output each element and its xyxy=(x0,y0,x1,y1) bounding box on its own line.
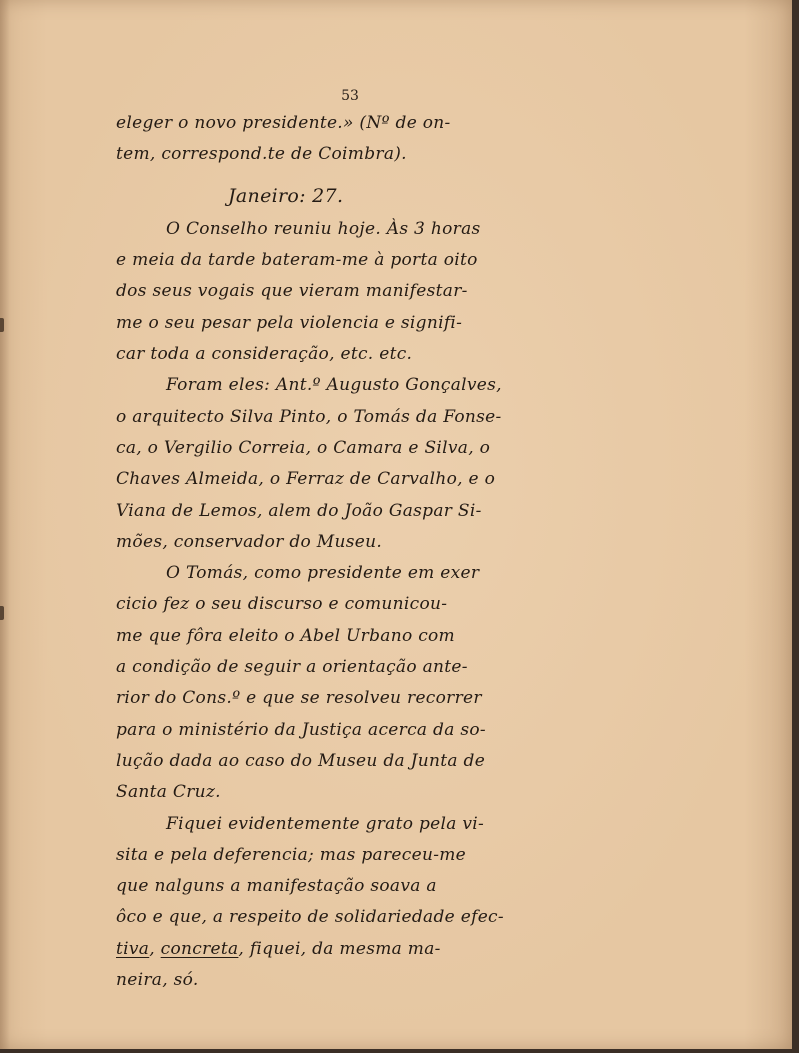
text-line: sita e pela deferencia; mas pareceu-me xyxy=(116,844,467,865)
text-line: car toda a consideração, etc. etc. xyxy=(116,344,413,365)
text-line: que nalguns a manifestação soava a xyxy=(116,876,437,897)
text-line: o arquitecto Silva Pinto, o Tomás da Fonse- xyxy=(116,406,502,427)
text-line: lução dada ao caso do Museu da Junta de xyxy=(116,750,486,771)
text-fragment: , fiquei, da mesma ma- xyxy=(238,938,441,959)
text-line: rior do Cons.º e que se resolveu recorrer xyxy=(116,688,482,709)
text-line: e meia da tarde bateram-me à porta oito xyxy=(116,250,478,271)
text-line: O Tomás, como presidente em exer xyxy=(166,563,480,584)
text-line: Foram eles: Ant.º Augusto Gonçalves, xyxy=(166,375,502,396)
text-line: eleger o novo presidente.» (Nº de on- xyxy=(116,113,451,133)
text-line: O Conselho reuniu hoje. Às 3 horas xyxy=(166,218,481,239)
binding-mark xyxy=(0,606,4,620)
page-spine-shadow xyxy=(0,0,10,1049)
text-line: me o seu pesar pela violencia e signifi- xyxy=(116,312,463,333)
text-line: dos seus vogais que vieram manifestar- xyxy=(116,281,468,302)
page-number: 53 xyxy=(341,88,359,104)
text-line: neira, só. xyxy=(116,970,199,991)
text-line: ca, o Vergilio Correia, o Camara e Silva, o xyxy=(116,437,491,458)
text-line: me que fôra eleito o Abel Urbano com xyxy=(116,625,455,646)
text-line: ôco e que, a respeito de solidariedade efec- xyxy=(116,907,504,928)
text-line: para o ministério da Justiça acerca da so- xyxy=(116,719,486,740)
book-edge-bottom xyxy=(0,1049,799,1053)
binding-mark xyxy=(0,318,4,332)
text-fragment: , xyxy=(149,938,161,959)
text-line: Santa Cruz. xyxy=(116,782,221,803)
book-edge-right xyxy=(792,0,799,1053)
text-line: Chaves Almeida, o Ferraz de Carvalho, e o xyxy=(116,469,496,490)
text-line: mões, conservador do Museu. xyxy=(116,531,383,552)
text-line: Viana de Lemos, alem do João Gaspar Si- xyxy=(116,500,482,521)
text-line xyxy=(116,934,586,965)
entry-date: Janeiro: 27. xyxy=(228,184,344,207)
underlined-word: concreta xyxy=(160,938,239,959)
text-line: Fiquei evidentemente grato pela vi- xyxy=(166,813,485,834)
text-line: cicio fez o seu discurso e comunicou- xyxy=(116,594,448,615)
text-line: tem, correspond.te de Coimbra). xyxy=(116,144,407,165)
text-line: a condição de seguir a orientação ante- xyxy=(116,657,468,678)
underlined-word: tiva xyxy=(116,938,150,959)
handwritten-text xyxy=(116,108,586,996)
